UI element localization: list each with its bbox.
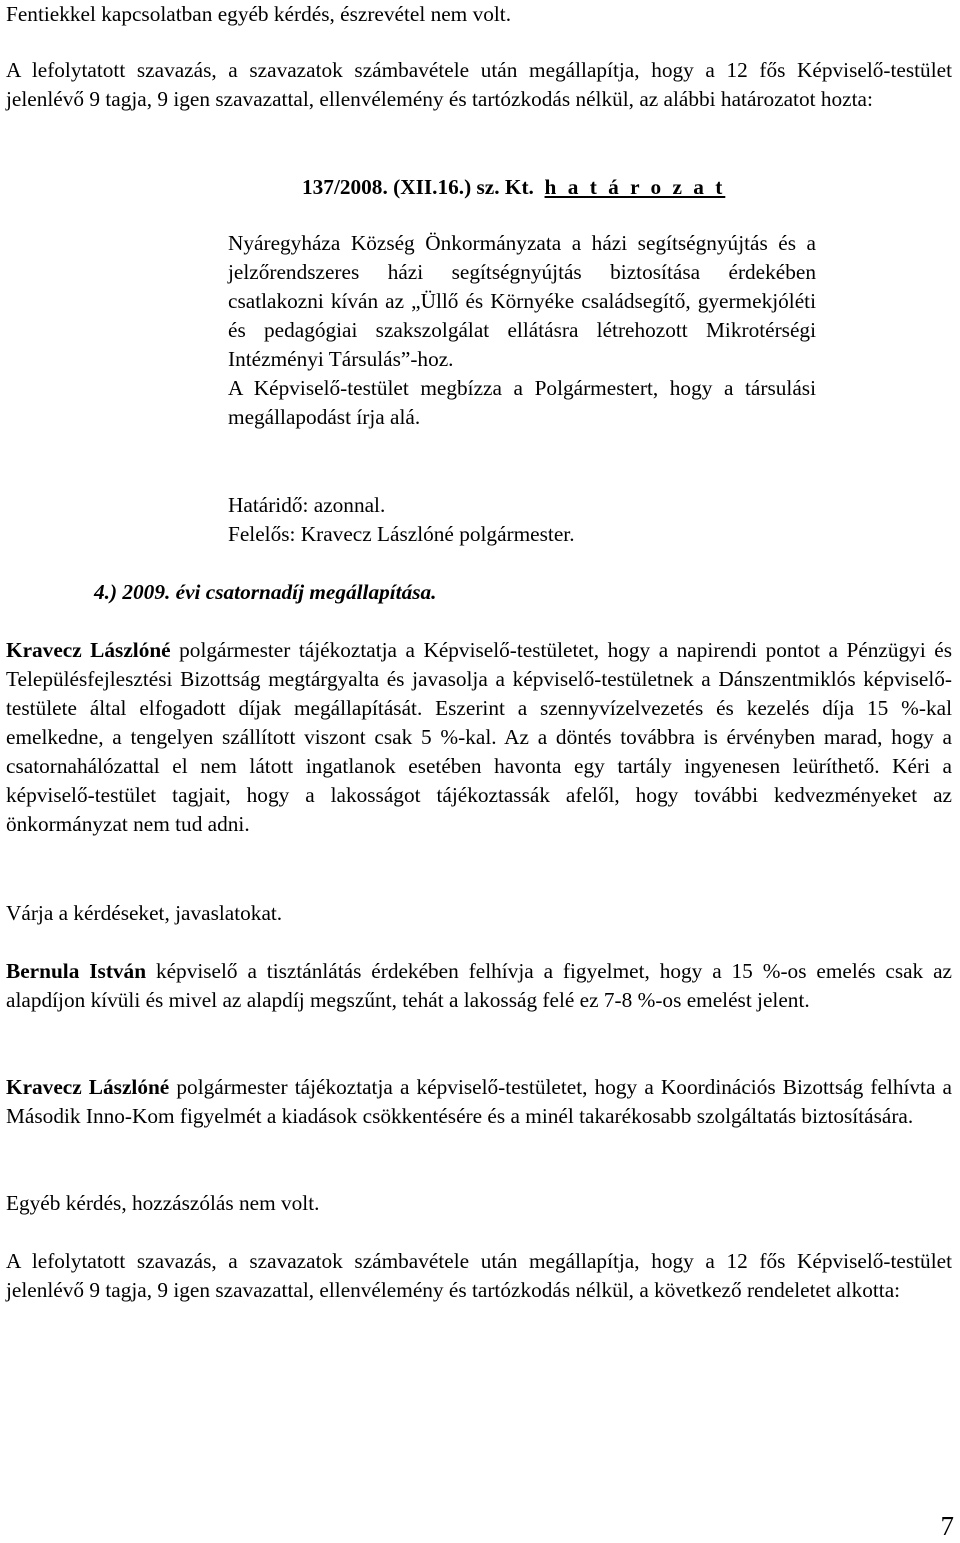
mayor-info-paragraph <box>6 1073 952 1131</box>
resolution-meta <box>228 491 816 549</box>
representative-remark-paragraph <box>6 957 952 1015</box>
resolution-text-1: Nyáregyháza Község Önkormányzata a házi segítségnyújtás és a jelzőrendszeres házi segítségnyújtás biztosítása érdekében csatlakozni kíván az „Üllő és Környéke családsegítő, gyermekjóléti és pedagógiai szakszolgálat ellátásra létrehozott Mikrotérségi Intézményi Társulás”-hoz. <box>228 231 816 371</box>
vote-paragraph-2: A lefolytatott szavazás, a szavazatok számbavétele után megállapítja, hogy a 12 fős Képviselő-testület jelenlévő 9 tagja, 9 igen szavazattal, ellenvélemény és tartózkodás nélkül, a következő rendeletet alkotta: <box>6 1249 952 1302</box>
request-questions-paragraph: Várja a kérdéseket, javaslatokat. <box>6 901 283 925</box>
intro-paragraph: Fentiekkel kapcsolatban egyéb kérdés, észrevétel nem volt. <box>6 2 512 26</box>
resolution-body <box>228 229 816 432</box>
no-questions-paragraph: Egyéb kérdés, hozzászólás nem volt. <box>6 1191 320 1215</box>
mayor-report-text: polgármester tájékoztatja a Képviselő-testületet, hogy a napirendi pontot a Pénzügyi és Településfejlesztési Bizottság megtárgyalta és javasolja a képviselő-testületnek a Dánszentmiklós képviselő-testülete által elfogadott díjak megállapítását. Eszerint a szennyvízelvezetés és kezelés díja 15 %-kal emelkedne, a tengelyen szállított viszont csak 5 %-kal. Az a döntés továbbra is érvényben marad, hogy a csatornahálózattal el nem látott ingatlanok esetében havonta egy tartály ingyenesen leüríthető. Kéri a képviselő-testület tagjait, hogy a lakosságot tájékoztassák afelől, hogy további kedvezményeket az önkormányzat nem tud adni. <box>6 638 952 836</box>
page-number: 7 <box>940 1511 954 1541</box>
resolution-label: h a t á r o z a t <box>544 175 726 199</box>
speaker-name: Kravecz Lászlóné <box>6 1075 170 1099</box>
resolution-heading <box>302 173 725 202</box>
speaker-name: Kravecz Lászlóné <box>6 638 171 662</box>
vote-paragraph-1: A lefolytatott szavazás, a szavazatok számbavétele után megállapítja, hogy a 12 fős Képviselő-testület jelenlévő 9 tagja, 9 igen szavazattal, ellenvélemény és tartózkodás nélkül, az alábbi határozatot hozta: <box>6 58 952 111</box>
resolution-number: 137/2008. (XII.16.) sz. Kt. <box>302 175 534 199</box>
speaker-name: Bernula István <box>6 959 147 983</box>
representative-remark-text: képviselő a tisztánlátás érdekében felhívja a figyelmet, hogy a 15 %-os emelés csak az alapdíjon kívüli és mivel az alapdíj megszűnt, tehát a lakosság felé ez 7-8 %-os emelést jelent. <box>6 959 952 1012</box>
agenda-item-heading: 4.) 2009. évi csatornadíj megállapítása. <box>94 580 437 604</box>
resolution-text-2: A Képviselő-testület megbízza a Polgármestert, hogy a társulási megállapodást írja alá. <box>228 376 816 429</box>
mayor-report-paragraph <box>6 636 952 839</box>
mayor-info-text: polgármester tájékoztatja a képviselő-testületet, hogy a Koordinációs Bizottság felhívta a Második Inno-Kom figyelmét a kiadások csökkentésére és a minél takarékosabb szolgáltatás biztosítására. <box>6 1075 952 1128</box>
resolution-deadline: Határidő: azonnal. <box>228 493 386 517</box>
resolution-responsible: Felelős: Kravecz Lászlóné polgármester. <box>228 522 575 546</box>
